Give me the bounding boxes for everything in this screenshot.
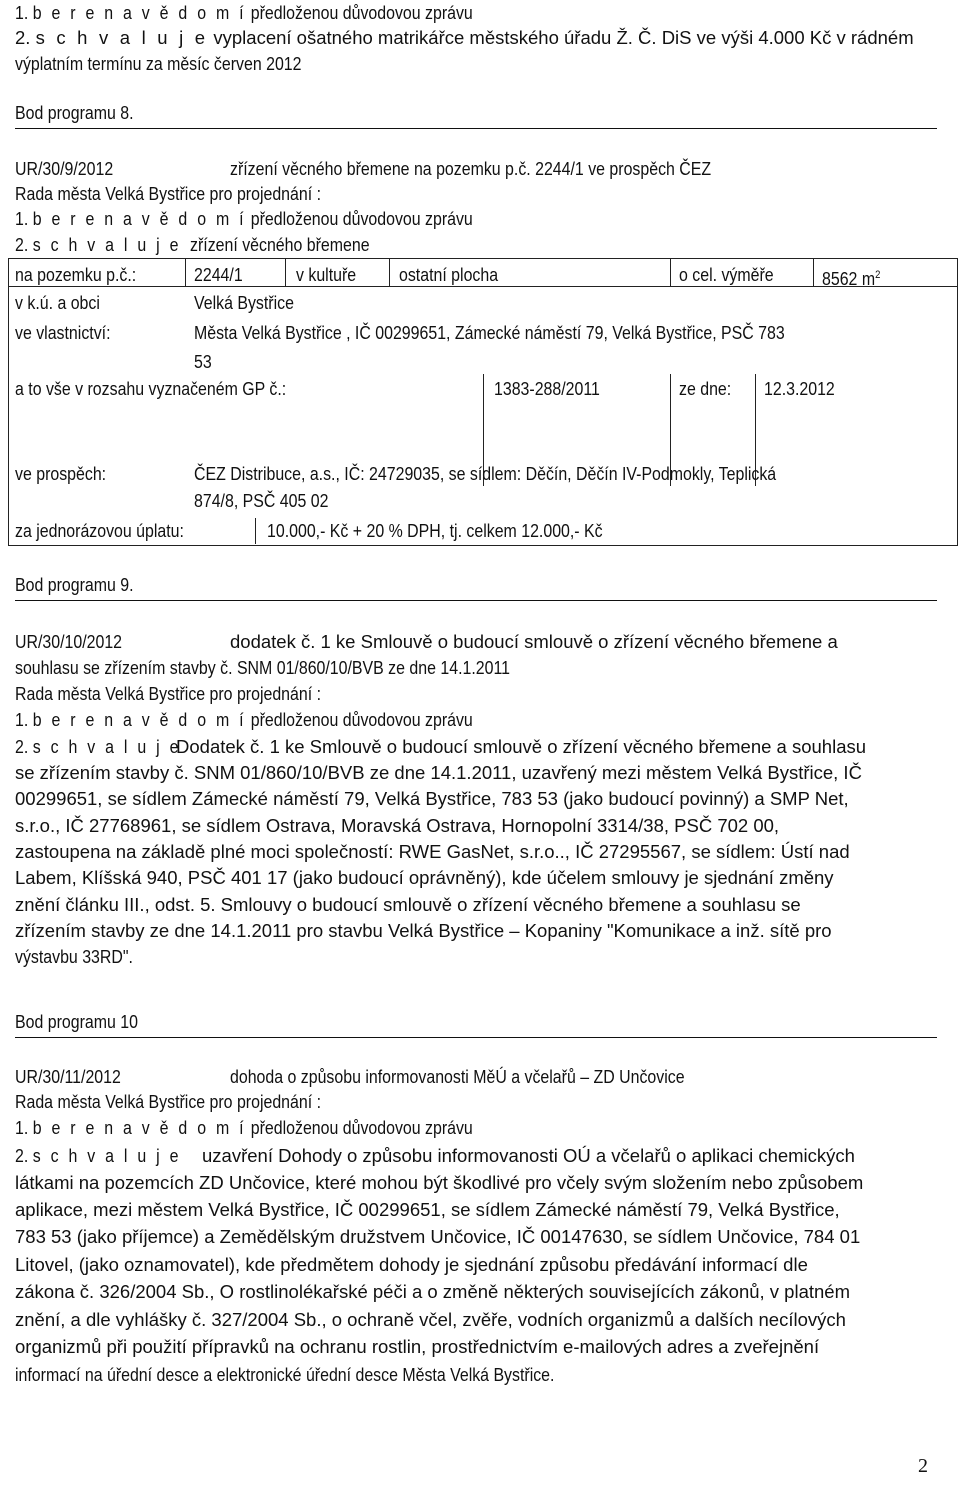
bod10-line-2: aplikace, mezi městem Velká Bystřice, IČ 00299651, se sídlem Zámecké náměstí 79, Velká Bystřice, xyxy=(15,1199,840,1220)
value-vlastnik-1: Města Velká Bystřice , IČ 00299651, Zámecké náměstí 79, Velká Bystřice, PSČ 783 xyxy=(194,322,785,343)
top-line-3: výplatním termínu za měsíc červen 2012 xyxy=(15,53,302,74)
bod9-ur-title-1: dodatek č. 1 ke Smlouvě o budoucí smlouvě o zřízení věcného břemene a xyxy=(230,631,838,652)
bod9-item-2-prefix: 2. s c h v a l u j e xyxy=(15,736,182,757)
value-prospech-2: 874/8, PSČ 405 02 xyxy=(194,490,329,511)
label-rozsah: a to vše v rozsahu vyznačeném GP č.: xyxy=(15,378,287,399)
value-parcel: 2244/1 xyxy=(194,264,243,285)
bod9-ur-title-2: souhlasu se zřízením stavby č. SNM 01/860/10/BVB ze dne 14.1.2011 xyxy=(15,657,510,678)
bod9-line-1: se zřízením stavby č. SNM 01/860/10/BVB ze dne 14.1.2011, uzavřený mezi městem Velká Bystřice, IČ xyxy=(15,762,862,783)
bod10-rada: Rada města Velká Bystřice pro projednání : xyxy=(15,1091,321,1112)
bod10-line-1: látkami na pozemcích ZD Unčovice, které mohou být škodlivé pro včely svým složením nebo způsobem xyxy=(15,1172,864,1193)
bod9-line-0: Dodatek č. 1 ke Smlouvě o budoucí smlouvě o zřízení věcného břemene a souhlasu xyxy=(176,736,867,757)
bod10-line-7: organizmů při použití přípravků na ochranu rostlin, prostřednictvím e-mailových adres a zveřejnění xyxy=(15,1336,820,1357)
page-number: 2 xyxy=(918,1455,928,1477)
value-gp: 1383-288/2011 xyxy=(494,378,600,399)
bod9-line-2: 00299651, se sídlem Zámecké náměstí 79, Velká Bystřice, 783 53 (jako budoucí povinný) a SMP Net, xyxy=(15,788,849,809)
label-vlastnictvi: ve vlastnictví: xyxy=(15,322,111,343)
bod8-ur-number: UR/30/9/2012 xyxy=(15,158,114,179)
value-prospech-1: ČEZ Distribuce, a.s., IČ: 24729035, se sídlem: Děčín, Děčín IV-Podmokly, Teplická xyxy=(194,463,777,484)
bod9-ur-number: UR/30/10/2012 xyxy=(15,631,123,652)
value-datum: 12.3.2012 xyxy=(764,378,835,399)
bod8-rada: Rada města Velká Bystřice pro projednání : xyxy=(15,183,321,204)
value-area: 8562 $m^2$ xyxy=(822,268,881,290)
bod8-rule xyxy=(15,128,937,129)
value-obec: Velká Bystřice xyxy=(194,292,294,313)
value-vlastnik-2: 53 xyxy=(194,351,212,372)
bod9-line-5: Labem, Klíšská 940, PSČ 401 17 (jako budoucí oprávněný), kde účelem smlouvy je sjednání změny xyxy=(15,867,834,888)
bod8-item-1: 1. b e r e n a v ě d o m í předloženou důvodovou zprávu xyxy=(15,208,473,229)
value-kultura: ostatní plocha xyxy=(399,264,499,285)
label-ze-dne: ze dne: xyxy=(679,378,732,399)
bod9-item-1: 1. b e r e n a v ě d o m í předloženou důvodovou zprávu xyxy=(15,709,473,730)
bod10-item-1: 1. b e r e n a v ě d o m í předloženou důvodovou zprávu xyxy=(15,1117,473,1138)
bod8-heading: Bod programu 8. xyxy=(15,102,134,123)
bod8-ur-title: zřízení věcného břemene na pozemku p.č. 2244/1 ve prospěch ČEZ xyxy=(230,158,712,179)
bod9-line-3: s.r.o., IČ 27768961, se sídlem Ostrava, Moravská Ostrava, Hornopolní 3314/38, PSČ 702 00, xyxy=(15,815,780,836)
label-o-cel: o cel. výměře xyxy=(679,264,774,285)
top-line-2: 2. s c h v a l u j e vyplacení ošatného matrikářce městského úřadu Ž. Č. DiS ve výši 4.000 Kč v rádném xyxy=(15,27,914,48)
bod9-heading: Bod programu 9. xyxy=(15,574,134,595)
bod10-rule xyxy=(15,1037,937,1038)
value-uhrada: 10.000,- Kč + 20 % DPH, tj. celkem 12.000,- Kč xyxy=(267,520,603,541)
bod10-ur-number: UR/30/11/2012 xyxy=(15,1066,121,1087)
bod10-line-3: 783 53 (jako příjemce) a Zemědělským družstvem Unčovice, IČ 00147630, se sídlem Unčovice, 784 01 xyxy=(15,1226,861,1247)
bod8-item-2: 2. s c h v a l u j e zřízení věcného břemene xyxy=(15,234,370,255)
label-uhrada: za jednorázovou úplatu: xyxy=(15,520,184,541)
bod10-ur-title: dohoda o způsobu informovanosti MěÚ a včelařů – ZD Unčovice xyxy=(230,1066,685,1087)
bod10-line-8: informací na úřední desce a elektronické úřední desce Města Velká Bystřice. xyxy=(15,1364,555,1385)
label-v-kulture: v kultuře xyxy=(296,264,357,285)
bod9-line-4: zastoupena na základě plné moci společností: RWE GasNet, s.r.o.., IČ 27295567, se sídlem: Ústí nad xyxy=(15,841,850,862)
bod10-heading: Bod programu 10 xyxy=(15,1011,138,1032)
bod10-line-4: Litovel, (jako oznamovatel), kde předmětem dohody je sjednání způsobu předávání informací dle xyxy=(15,1254,808,1275)
bod10-line-5: zákona č. 326/2004 Sb., O rostlinolékařské péči a o změně některých souvisejících zákonů, v platném xyxy=(15,1281,851,1302)
bod9-rule xyxy=(15,600,937,601)
bod10-line-6: znění, a dle vyhlášky č. 327/2004 Sb., o ochraně včel, zvěře, vodních organizmů a dalších necílových xyxy=(15,1309,846,1330)
bod9-line-8: výstavbu 33RD". xyxy=(15,946,133,967)
bod9-line-6: znění článku III., odst. 5. Smlouvy o budoucí smlouvě o zřízení věcného břemene a souhlasu se xyxy=(15,894,801,915)
bod9-line-7: zřízením stavby ze dne 14.1.2011 pro stavbu Velká Bystřice – Kopaniny "Komunikace a inž. sítě pro xyxy=(15,920,832,941)
bod10-line-0: uzavření Dohody o způsobu informovanosti OÚ a včelařů o aplikaci chemických xyxy=(202,1145,855,1166)
bod9-rada: Rada města Velká Bystřice pro projednání : xyxy=(15,683,321,704)
bod10-item-2-prefix: 2. s c h v a l u j e xyxy=(15,1145,182,1166)
label-prospech: ve prospěch: xyxy=(15,463,107,484)
top-line-1: 1. b e r e n a v ě d o m í předloženou důvodovou zprávu xyxy=(15,2,473,23)
label-ku: v k.ú. a obci xyxy=(15,292,100,313)
label-na-pozemku: na pozemku p.č.: xyxy=(15,264,137,285)
